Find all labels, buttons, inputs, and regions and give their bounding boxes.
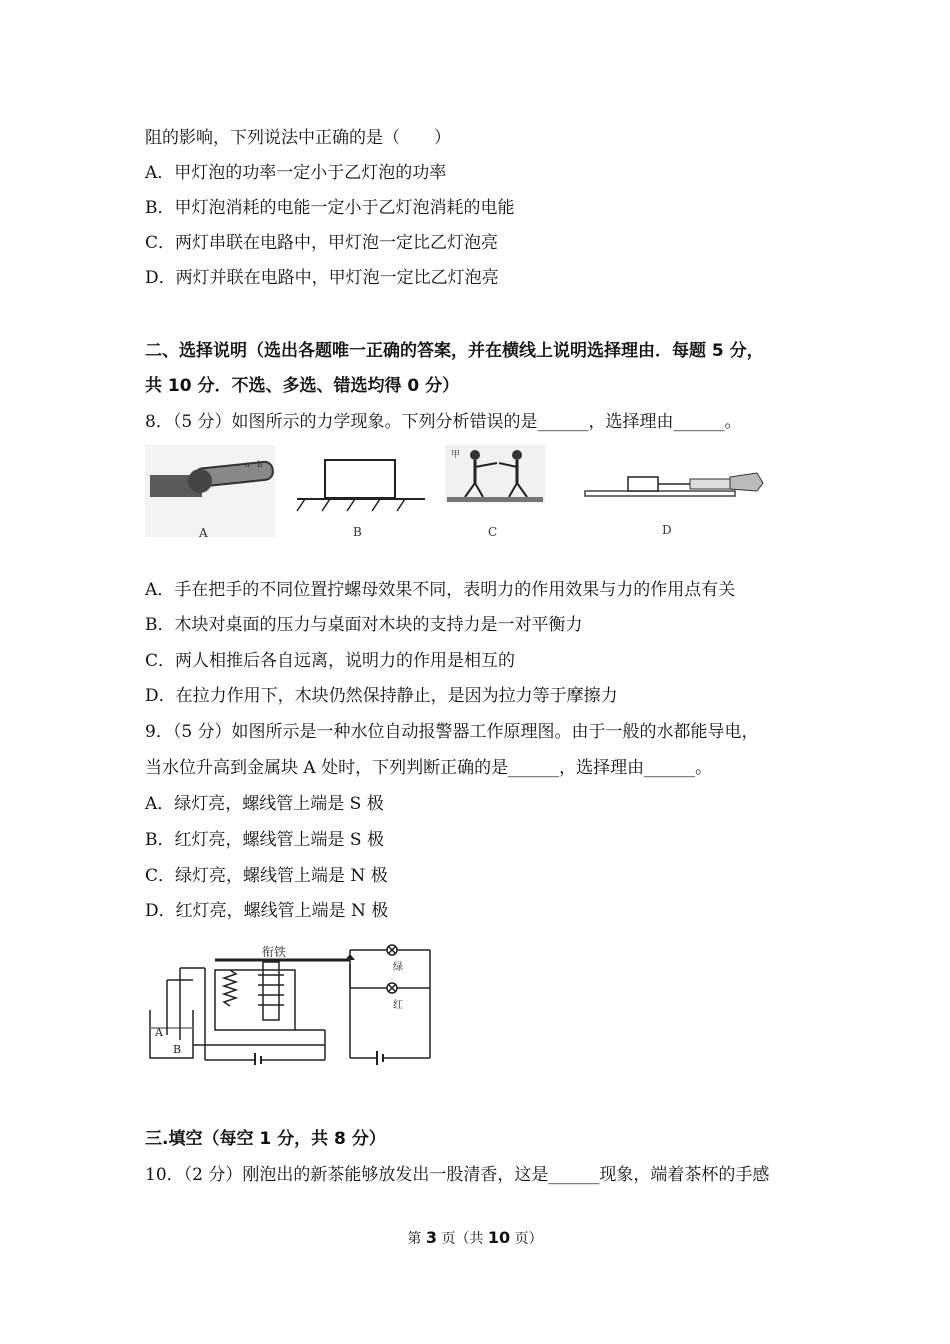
q7-option-c: C．两灯串联在电路中，甲灯泡一定比乙灯泡亮 xyxy=(145,233,499,253)
section3-heading: 三.填空（每空 1 分，共 8 分） xyxy=(145,1129,386,1149)
svg-text:b: b xyxy=(257,460,263,469)
q8-label-a: A xyxy=(199,526,208,540)
section2-heading-line2: 共 10 分．不选、多选、错选均得 0 分） xyxy=(145,376,460,396)
q7-option-a: A．甲灯泡的功率一定小于乙灯泡的功率 xyxy=(145,163,447,183)
people-pushing-figure xyxy=(445,445,545,503)
q8-option-b: B．木块对桌面的压力与桌面对木块的支持力是一对平衡力 xyxy=(145,615,583,635)
q9-option-a: A．绿灯亮，螺线管上端是 S 极 xyxy=(145,794,384,814)
q9-circuit-figure xyxy=(145,940,445,1065)
footer-total-pages: 10 xyxy=(487,1228,511,1247)
footer-suffix: 页） xyxy=(514,1231,543,1247)
q9-stem-line2: 当水位升高到金属块 A 处时，下列判断正确的是______，选择理由______。 xyxy=(145,758,713,778)
svg-text:a: a xyxy=(245,460,250,469)
q8-label-d: D xyxy=(662,523,672,537)
q8-label-c: C xyxy=(488,525,498,539)
pulled-block-figure xyxy=(585,473,763,496)
armature-label: 衔铁 xyxy=(262,945,287,959)
q7-option-b: B．甲灯泡消耗的电能一定小于乙灯泡消耗的电能 xyxy=(145,198,515,218)
page-footer xyxy=(0,1228,950,1248)
q8-stem: 8．（5 分）如图所示的力学现象。下列分析错误的是______，选择理由______。 xyxy=(145,412,742,432)
q8-figure xyxy=(145,445,775,545)
person-label-jia: 甲 xyxy=(451,450,461,460)
q9-option-b: B．红灯亮，螺线管上端是 S 极 xyxy=(145,830,384,850)
q9-option-d: D．红灯亮，螺线管上端是 N 极 xyxy=(145,901,389,921)
footer-page-number: 3 xyxy=(425,1228,437,1247)
metal-block-b-label: B xyxy=(173,1043,182,1056)
q7-option-d: D．两灯并联在电路中，甲灯泡一定比乙灯泡亮 xyxy=(145,268,499,288)
q7-tail: 阻的影响，下列说法中正确的是（ ） xyxy=(145,128,451,148)
metal-block-a-label: A xyxy=(155,1026,163,1039)
footer-mid: 页（共 xyxy=(441,1231,484,1247)
green-lamp-label: 绿 xyxy=(393,962,403,973)
footer-prefix: 第 xyxy=(407,1231,422,1247)
section2-heading-line1: 二、选择说明（选出各题唯一正确的答案，并在横线上说明选择理由．每题 5 分， xyxy=(145,341,764,361)
block-on-table-figure xyxy=(297,460,425,511)
red-lamp-label: 红 xyxy=(393,1000,403,1011)
q10-stem: 10．（2 分）刚泡出的新茶能够放发出一股清香，这是______现象，端着茶杯的手感 xyxy=(145,1165,770,1185)
q8-label-b: B xyxy=(353,525,362,539)
q8-option-d: D．在拉力作用下，木块仍然保持静止，是因为拉力等于摩擦力 xyxy=(145,686,618,706)
q9-option-c: C．绿灯亮，螺线管上端是 N 极 xyxy=(145,866,388,886)
q9-stem-line1: 9．（5 分）如图所示是一种水位自动报警器工作原理图。由于一般的水都能导电， xyxy=(145,722,759,742)
q8-option-c: C．两人相推后各自远离，说明力的作用是相互的 xyxy=(145,651,516,671)
q8-option-a: A．手在把手的不同位置拧螺母效果不同，表明力的作用效果与力的作用点有关 xyxy=(145,580,736,600)
wrench-figure xyxy=(145,445,275,537)
